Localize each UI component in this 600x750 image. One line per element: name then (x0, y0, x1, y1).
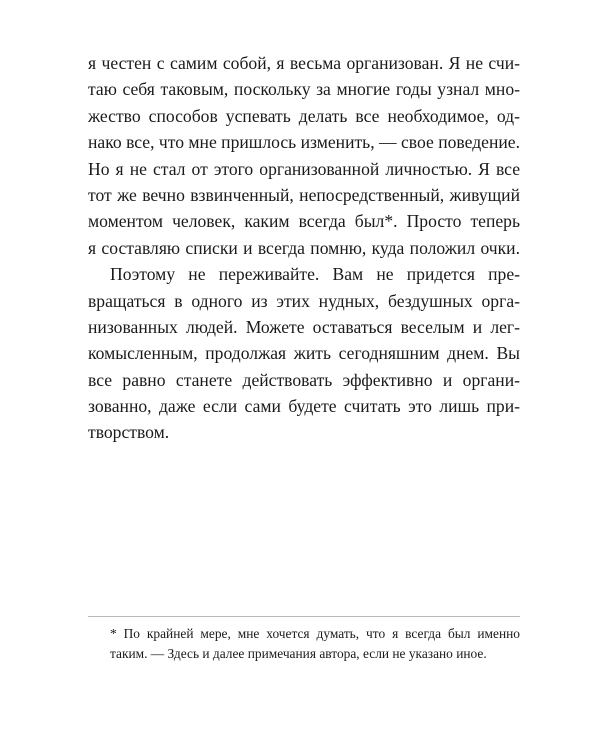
footnote (88, 624, 520, 664)
footnote-line: * По крайней мере, мне хочется думать, что я всегда был именно (110, 626, 520, 641)
text-line: тот же вечно взвинченный, непосредственный, живущий (88, 184, 520, 205)
text-line: я честен с самим собой, я весьма организован. Я не счи- (88, 53, 520, 73)
text-line: моментом человек, каким всегда был*. Просто теперь (88, 211, 520, 232)
footnote-line: таким. — Здесь и далее примечания автора, если не указано иное. (110, 646, 487, 661)
text-line: таю себя таковым, поскольку за многие годы узнал мно- (88, 79, 520, 100)
text-line: творством. (88, 422, 170, 443)
text-line: Поэтому не переживайте. Вам не придется пре- (110, 264, 520, 285)
main-text (88, 50, 520, 446)
text-line: я составляю списки и всегда помню, куда положил очки. (88, 237, 520, 258)
footnote-divider (88, 616, 520, 617)
text-line: вращаться в одного из этих нудных, бездушных орга- (88, 290, 520, 311)
text-line: комысленным, продолжая жить сегодняшним днем. Вы (88, 343, 520, 364)
text-line: все равно станете действовать эффективно и органи- (88, 369, 520, 390)
text-line: зованно, даже если сами будете считать это лишь при- (88, 396, 520, 417)
text-line: низованных людей. Можете оставаться веселым и лег- (88, 316, 520, 337)
text-line: нако все, что мне пришлось изменить, — свое поведение. (88, 132, 520, 153)
text-line: жество способов успевать делать все необходимое, од- (88, 105, 520, 126)
text-line: Но я не стал от этого организованной личностью. Я все (88, 158, 520, 179)
paragraph-1 (88, 50, 520, 261)
paragraph-2 (88, 261, 520, 446)
